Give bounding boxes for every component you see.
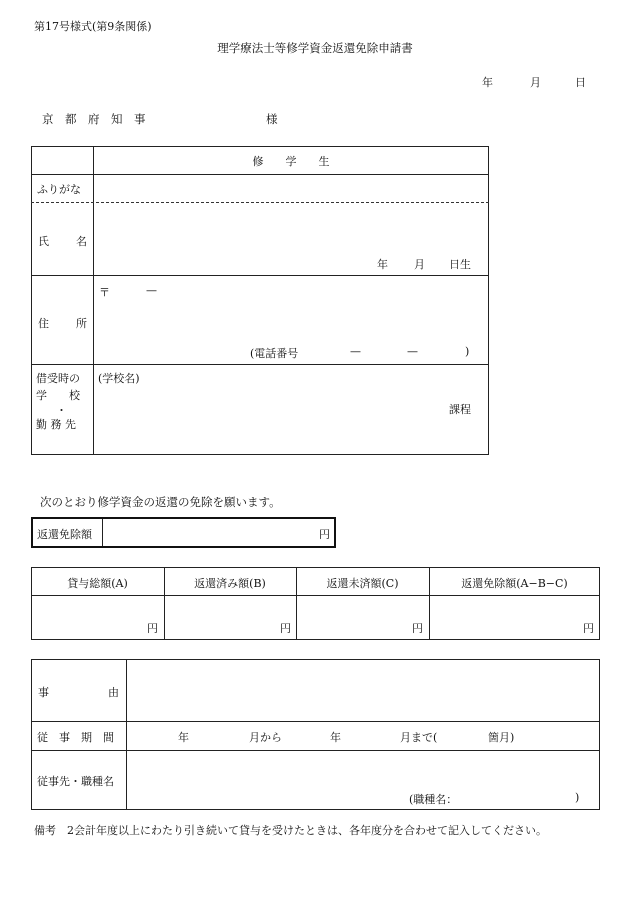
school-name-label: (学校名) [98, 372, 140, 385]
birth-month[interactable]: 月 [414, 258, 425, 271]
course-label: 課程 [449, 403, 471, 416]
recipient-name: 京 都 府 知 事 [42, 112, 146, 126]
address-field[interactable] [95, 300, 487, 338]
form-number: 第17号様式(第9条関係) [34, 20, 152, 33]
school-label-3: ・ [56, 404, 67, 417]
amount-exempt-field[interactable] [431, 598, 598, 638]
phone-dash-1: — [350, 345, 361, 358]
date-month[interactable]: 月 [530, 76, 541, 89]
name-label-2: 名 [76, 235, 87, 248]
exemption-unit: 円 [319, 528, 330, 541]
furigana-label: ふりがな [37, 183, 81, 196]
period-to[interactable]: 月まで( [400, 731, 438, 744]
amount-total-field[interactable] [33, 598, 162, 638]
exemption-box-divider [102, 519, 103, 546]
postal-dash: — [146, 284, 157, 297]
amount-header-exempt: 返還免除額(A−B−C) [461, 577, 568, 590]
row-divider [31, 275, 489, 276]
amount-unit: 円 [147, 622, 158, 635]
amount-header-divider [31, 595, 600, 596]
address-label-1: 住 [38, 317, 49, 330]
school-label-1: 借受時の [36, 372, 80, 385]
reason-col-divider [126, 659, 127, 810]
school-field[interactable] [95, 385, 487, 451]
workplace-field[interactable] [128, 752, 598, 786]
postal-mark-icon: 〒 [99, 286, 110, 299]
birth-day[interactable]: 日生 [449, 258, 471, 271]
address-label-2: 所 [76, 317, 87, 330]
reason-label-1: 事 [38, 686, 49, 699]
name-field[interactable] [95, 205, 487, 250]
amount-header-paid: 返還済み額(B) [194, 577, 266, 590]
period-from[interactable]: 月から [249, 731, 282, 744]
request-text: 次のとおり修学資金の返還の免除を願います。 [40, 495, 281, 509]
exemption-label: 返還免除額 [37, 528, 92, 541]
page-title: 理学療法士等修学資金返還免除申請書 [217, 41, 413, 55]
birth-year[interactable]: 年 [377, 258, 388, 271]
phone-close: ) [465, 345, 470, 358]
phone-open: (電話番号 [250, 347, 299, 360]
amount-unit: 円 [280, 622, 291, 635]
reason-row-divider [31, 721, 600, 722]
phone-dash-2: — [407, 345, 418, 358]
job-title-field[interactable] [460, 788, 570, 806]
job-title-label: (職種名： [409, 793, 458, 806]
amount-unit: 円 [583, 622, 594, 635]
reason-row-divider [31, 750, 600, 751]
exemption-amount-field[interactable] [104, 520, 319, 545]
recipient-honorific: 様 [266, 112, 278, 126]
period-year-1[interactable]: 年 [178, 731, 189, 744]
amount-header-total: 貸与総額(A) [67, 577, 128, 590]
row-divider [31, 364, 489, 365]
amount-paid-field[interactable] [166, 598, 294, 638]
reason-label-2: 由 [108, 686, 119, 699]
reason-field[interactable] [128, 661, 598, 719]
date-year[interactable]: 年 [482, 76, 493, 89]
period-year-2[interactable]: 年 [330, 731, 341, 744]
amount-unit: 円 [412, 622, 423, 635]
name-label-1: 氏 [38, 235, 49, 248]
school-label-4: 勤 務 先 [36, 418, 76, 431]
furigana-divider [31, 202, 489, 203]
student-header: 修 学 生 [252, 155, 330, 168]
amount-header-unpaid: 返還未済額(C) [326, 577, 399, 590]
amount-unpaid-field[interactable] [298, 598, 427, 638]
period-label: 従 事 期 間 [37, 731, 114, 744]
period-months[interactable]: 箇月) [488, 731, 515, 744]
school-label-2: 学 校 [36, 389, 80, 402]
furigana-field[interactable] [95, 176, 487, 200]
student-table-column-divider [93, 146, 94, 455]
row-divider [31, 174, 489, 175]
job-title-close: ) [575, 791, 580, 804]
note-text: 備考 2会計年度以上にわたり引き続いて貸与を受けたときは、各年度分を合わせて記入してください。 [34, 824, 547, 837]
date-day[interactable]: 日 [575, 76, 586, 89]
workplace-label: 従事先・職種名 [37, 775, 114, 788]
